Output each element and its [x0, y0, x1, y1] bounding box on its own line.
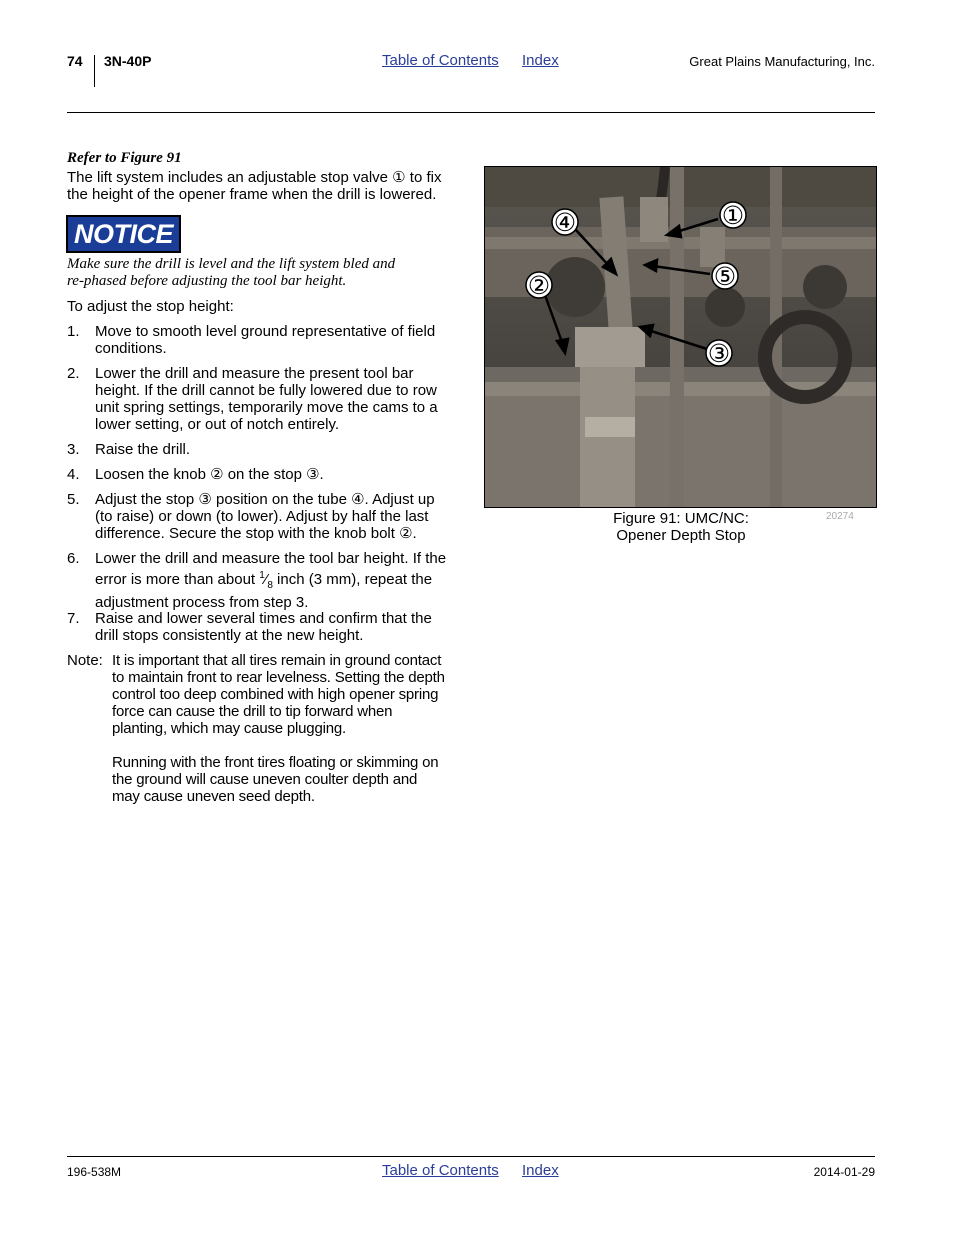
step-line: Adjust the stop ③ position on the tube ④. Adjust up — [95, 491, 435, 508]
step-line: conditions. — [95, 340, 167, 357]
note-line: may cause uneven seed depth. — [112, 788, 315, 805]
step-number: 2. — [67, 365, 80, 382]
company-name: Great Plains Manufacturing, Inc. — [689, 54, 875, 69]
caption-line: Figure 91: UMC/NC: — [613, 510, 749, 527]
steps-list — [67, 323, 467, 653]
callout-5: ⑤ — [713, 263, 737, 291]
header-divider — [94, 55, 95, 87]
notice-line: Make sure the drill is level and the lift system bled and — [67, 256, 396, 272]
step-number: 4. — [67, 466, 80, 483]
step-number: 7. — [67, 610, 80, 627]
machinery-photo — [485, 167, 876, 507]
note-line: Running with the front tires floating or skimming on — [112, 754, 439, 771]
figure-caption — [484, 510, 878, 544]
note-line: force can cause the drill to tip forward when — [112, 703, 393, 720]
step-line-fraction: error is more than about $^1⁄_8$ inch (3 mm), repeat the — [95, 570, 433, 591]
step-number: 3. — [67, 441, 80, 458]
note-line: the ground will cause uneven coulter depth and — [112, 771, 418, 788]
note-label: Note: — [67, 652, 103, 669]
step-line: Lower the drill and measure the present tool bar — [95, 365, 414, 382]
step-line: adjustment process from step 3. — [95, 594, 309, 611]
doc-date: 2014-01-29 — [813, 1165, 875, 1179]
note-text — [112, 652, 462, 805]
step-line: Raise and lower several times and confirm that the — [95, 610, 432, 627]
notice-text — [67, 256, 467, 290]
callout-3: ③ — [707, 340, 731, 368]
step-line: unit spring settings, temporarily move the cams to a — [95, 399, 438, 416]
doc-number: 196-538M — [67, 1165, 122, 1179]
step-number: 5. — [67, 491, 80, 508]
callout-2: ② — [527, 272, 551, 300]
step-line: (to raise) or down (to lower). Adjust by half the last — [95, 508, 429, 525]
toc-link-footer[interactable]: Table of Contents — [382, 1162, 499, 1179]
index-link-header[interactable]: Index — [522, 52, 559, 69]
adjust-heading: To adjust the stop height: — [67, 298, 234, 315]
notice-line: re-phased before adjusting the tool bar height. — [67, 273, 347, 289]
toc-link-header[interactable]: Table of Contents — [382, 52, 499, 69]
step-line: drill stops consistently at the new height. — [95, 627, 364, 644]
intro-line: The lift system includes an adjustable stop valve ① to fix — [67, 169, 442, 186]
step-line: lower setting, or out of notch entirely. — [95, 416, 340, 433]
step-line: height. If the drill cannot be fully lowered due to row — [95, 382, 437, 399]
intro-line: the height of the opener frame when the drill is lowered. — [67, 186, 437, 203]
notice-label: NOTICE — [68, 217, 179, 251]
step-line: Lower the drill and measure the tool bar height. If the — [95, 550, 447, 567]
callout-1: ① — [721, 202, 745, 230]
step-line: Move to smooth level ground representative of field — [95, 323, 436, 340]
note-line: planting, which may cause plugging. — [112, 720, 346, 737]
footer-rule — [67, 1156, 875, 1157]
step-line: Raise the drill. — [95, 441, 191, 458]
callout-4: ④ — [553, 209, 577, 237]
refer-to-figure: Refer to Figure 91 — [67, 150, 182, 166]
step-number: 6. — [67, 550, 80, 567]
page-number: 74 — [67, 53, 83, 69]
step-line: difference. Secure the stop with the knob bolt ②. — [95, 525, 417, 542]
intro-paragraph — [67, 169, 467, 203]
image-id: 20274 — [826, 511, 854, 522]
model-name: 3N-40P — [104, 53, 152, 69]
header-rule — [67, 112, 875, 113]
notice-box — [66, 215, 181, 253]
step-line: Loosen the knob ② on the stop ③. — [95, 466, 324, 483]
caption-line: Opener Depth Stop — [616, 527, 746, 544]
figure-photo — [484, 166, 877, 508]
note-line: control too deep combined with high opener spring — [112, 686, 439, 703]
note-line: It is important that all tires remain in ground contact — [112, 652, 442, 669]
note-line: to maintain front to rear levelness. Setting the depth — [112, 669, 445, 686]
step-number: 1. — [67, 323, 80, 340]
index-link-footer[interactable]: Index — [522, 1162, 559, 1179]
